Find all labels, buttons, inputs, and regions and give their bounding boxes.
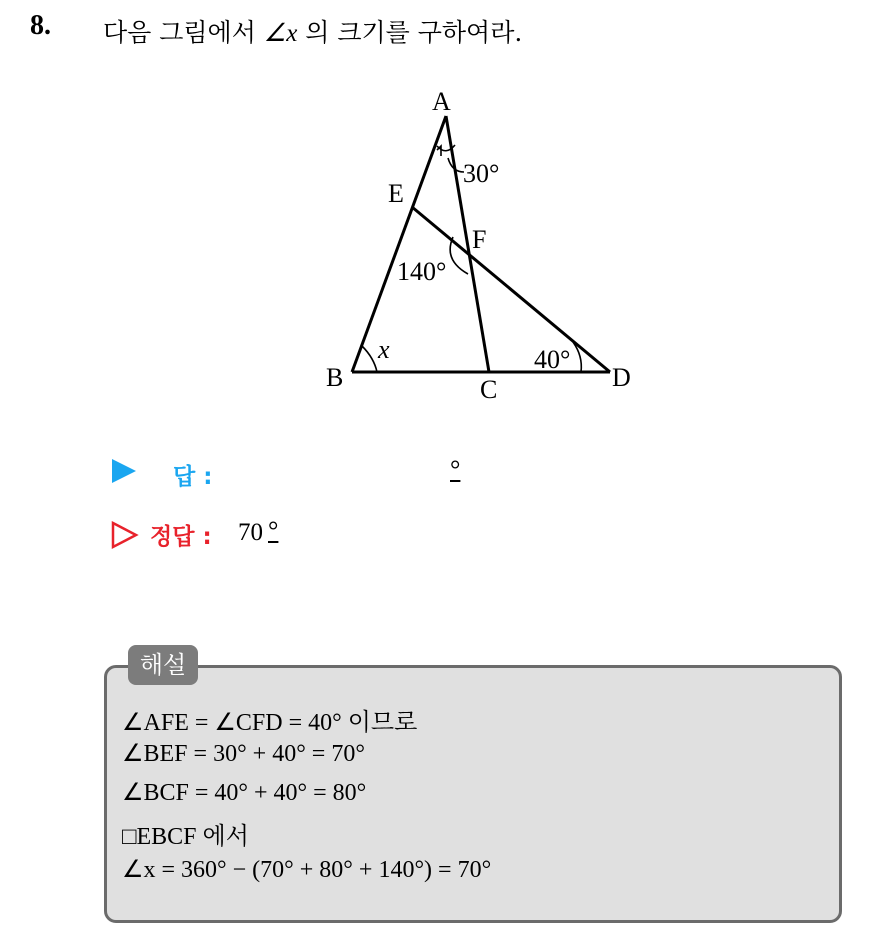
point-label-c: C bbox=[480, 375, 498, 404]
angle-label-b: x bbox=[378, 335, 390, 364]
point-label-f: F bbox=[472, 225, 487, 254]
correct-unit: ° bbox=[268, 516, 279, 545]
correct-label: 정답 : bbox=[150, 524, 212, 550]
correct-arrow-icon bbox=[110, 520, 140, 550]
explanation-line-4: □EBCF 에서 bbox=[122, 824, 249, 850]
point-label-e: E bbox=[388, 179, 404, 208]
segment-ab bbox=[352, 116, 446, 372]
arc-leader-a bbox=[448, 158, 464, 172]
angle-label-a: 30° bbox=[463, 159, 500, 188]
explanation-line-1: ∠AFE = ∠CFD = 40° 이므로 bbox=[122, 710, 418, 736]
explanation-line-3: ∠BCF = 40° + 40° = 80° bbox=[122, 780, 367, 806]
segment-ed bbox=[412, 207, 610, 372]
question-number: 8. bbox=[30, 10, 51, 41]
angle-label-d: 40° bbox=[534, 345, 571, 374]
question-angle: ∠x bbox=[263, 20, 298, 47]
question-text bbox=[103, 13, 522, 49]
answer-arrow-icon bbox=[112, 459, 136, 483]
point-label-b: B bbox=[326, 363, 344, 392]
answer-blank[interactable]: ° bbox=[450, 455, 461, 484]
question-text-before: 다음 그림에서 bbox=[103, 18, 264, 47]
correct-value: 70 bbox=[238, 519, 263, 546]
explanation-tag: 해설 bbox=[128, 645, 198, 685]
triangle-figure bbox=[300, 80, 660, 410]
answer-label: 답 : bbox=[173, 464, 213, 490]
angle-label-f: 140° bbox=[397, 257, 447, 286]
point-label-d: D bbox=[612, 363, 631, 392]
point-label-a: A bbox=[432, 87, 451, 116]
explanation-line-5: ∠x = 360° − (70° + 80° + 140°) = 70° bbox=[122, 857, 492, 883]
explanation-line-2: ∠BEF = 30° + 40° = 70° bbox=[122, 741, 365, 767]
question-text-after: 의 크기를 구하여라. bbox=[297, 18, 523, 47]
arc-angle-b bbox=[362, 346, 377, 372]
